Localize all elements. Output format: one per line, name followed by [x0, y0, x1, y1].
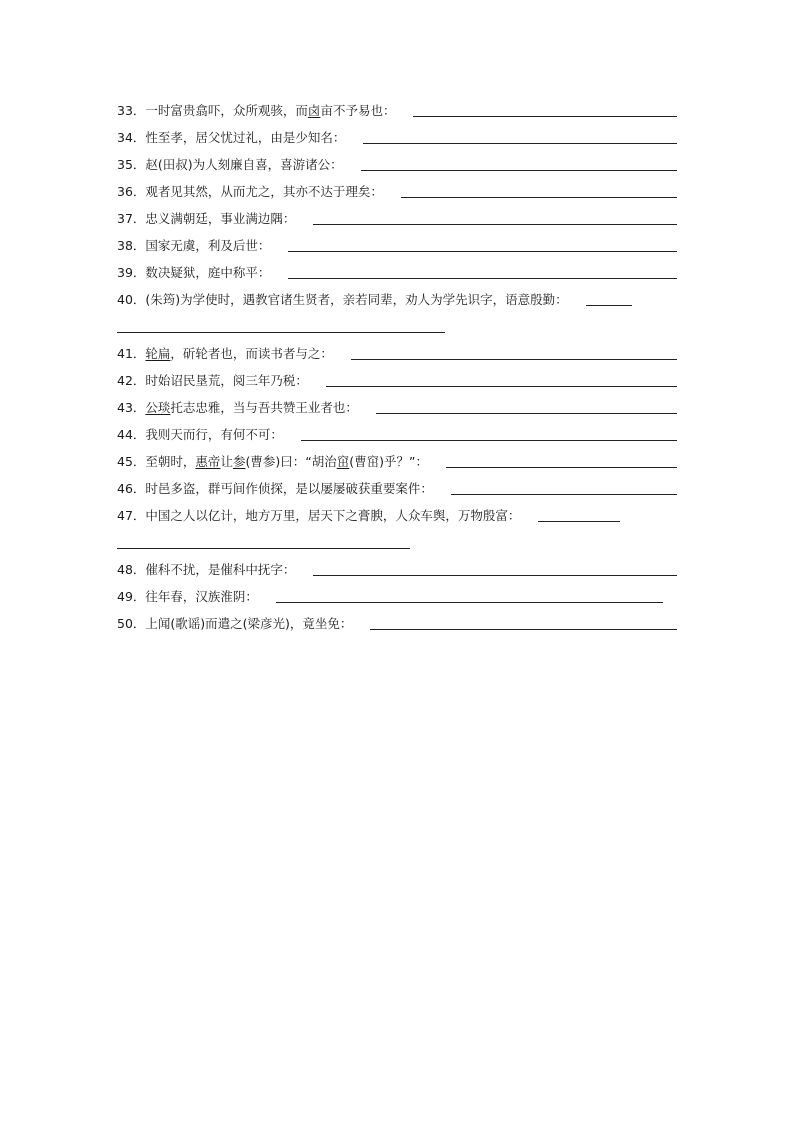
item-number: 45． [117, 454, 146, 469]
answer-blank[interactable] [363, 129, 677, 144]
item-text: 观者见其然，从而尤之，其亦不达于理矣： [145, 184, 383, 199]
item-number: 47． [117, 508, 146, 523]
answer-blank[interactable] [413, 102, 677, 117]
item-number: 33． [117, 103, 146, 118]
exercise-item-44 [117, 418, 677, 445]
item-number: 36． [117, 184, 146, 199]
exercise-item-47 [117, 499, 677, 526]
exercise-item-41 [117, 337, 677, 364]
exercise-list [117, 94, 677, 634]
item-text: 国家无虞，利及后世： [145, 238, 271, 253]
exercise-item-34 [117, 121, 677, 148]
item-text: 至朝时，惠帝让参(曹参)曰：“胡治窋(曹窋)乎？”： [145, 454, 428, 469]
item-text: 中国之人以亿计，地方万里，居天下之膏腴，人众车舆，万物殷富： [145, 508, 521, 523]
exercise-item-36 [117, 175, 677, 202]
answer-blank[interactable] [401, 183, 677, 198]
item-text: 赵(田叔)为人刻廉自喜，喜游诸公： [145, 157, 343, 172]
item-number: 49． [117, 589, 146, 604]
item-text: 数决疑狱，庭中称平： [145, 265, 271, 280]
exercise-item-39 [117, 256, 677, 283]
exercise-item-45 [117, 445, 677, 472]
exercise-item-43 [117, 391, 677, 418]
answer-blank[interactable] [313, 210, 677, 225]
exercise-item-37 [117, 202, 677, 229]
item-number: 37． [117, 211, 146, 226]
item-number: 40． [117, 292, 146, 307]
item-text: 性至孝，居父忧过礼，由是少知名： [145, 130, 346, 145]
item-number: 34． [117, 130, 146, 145]
exercise-item-35 [117, 148, 677, 175]
exercise-item-49 [117, 580, 677, 607]
answer-blank-continuation[interactable] [117, 526, 677, 553]
item-number: 50． [117, 616, 146, 631]
answer-blank[interactable] [351, 345, 677, 360]
item-number: 44． [117, 427, 146, 442]
answer-blank[interactable] [361, 156, 677, 171]
item-text: 公琰托志忠雅，当与吾共赞王业者也： [145, 400, 358, 415]
answer-blank[interactable] [586, 291, 632, 306]
item-text: 忠义满朝廷，事业满边隅： [145, 211, 296, 226]
item-text: 轮扁，斫轮者也，而读书者与之： [145, 346, 333, 361]
answer-blank[interactable] [288, 237, 677, 252]
answer-blank[interactable] [446, 453, 677, 468]
answer-blank[interactable] [276, 588, 663, 603]
item-text: 我则天而行，有何不可： [145, 427, 283, 442]
exercise-item-42 [117, 364, 677, 391]
item-number: 42． [117, 373, 146, 388]
item-text: 时始诏民垦荒，阅三年乃税： [145, 373, 308, 388]
item-text: 往年春，汉族淮阴： [145, 589, 258, 604]
answer-blank[interactable] [451, 480, 677, 495]
item-number: 39． [117, 265, 146, 280]
answer-blank[interactable] [370, 615, 677, 630]
answer-blank-continuation[interactable] [117, 310, 677, 337]
answer-blank[interactable] [538, 507, 620, 522]
item-number: 38． [117, 238, 146, 253]
item-text: 上闻(歌谣)而遣之(梁彦光)，竟坐免： [145, 616, 353, 631]
exercise-item-40 [117, 283, 677, 310]
item-number: 48． [117, 562, 146, 577]
answer-blank[interactable] [313, 561, 677, 576]
item-text: 时邑多盗，群丐间作侦探，是以屡屡破获重要案件： [145, 481, 433, 496]
item-number: 35． [117, 157, 146, 172]
answer-blank[interactable] [326, 372, 677, 387]
item-text: 一时富贵翕吓，众所观骇，而卤亩不予易也： [145, 103, 396, 118]
exercise-item-50 [117, 607, 677, 634]
exercise-item-48 [117, 553, 677, 580]
answer-blank[interactable] [376, 399, 677, 414]
answer-blank[interactable] [288, 264, 677, 279]
exercise-item-33 [117, 94, 677, 121]
item-text: 催科不扰，是催科中抚字： [145, 562, 296, 577]
answer-blank[interactable] [301, 426, 677, 441]
item-text: (朱筠)为学使时，遇教官诸生贤者，亲若同辈，劝人为学先识字，语意殷勤： [145, 292, 568, 307]
exercise-item-38 [117, 229, 677, 256]
item-number: 43． [117, 400, 146, 415]
exercise-item-46 [117, 472, 677, 499]
item-number: 46． [117, 481, 146, 496]
item-number: 41． [117, 346, 146, 361]
